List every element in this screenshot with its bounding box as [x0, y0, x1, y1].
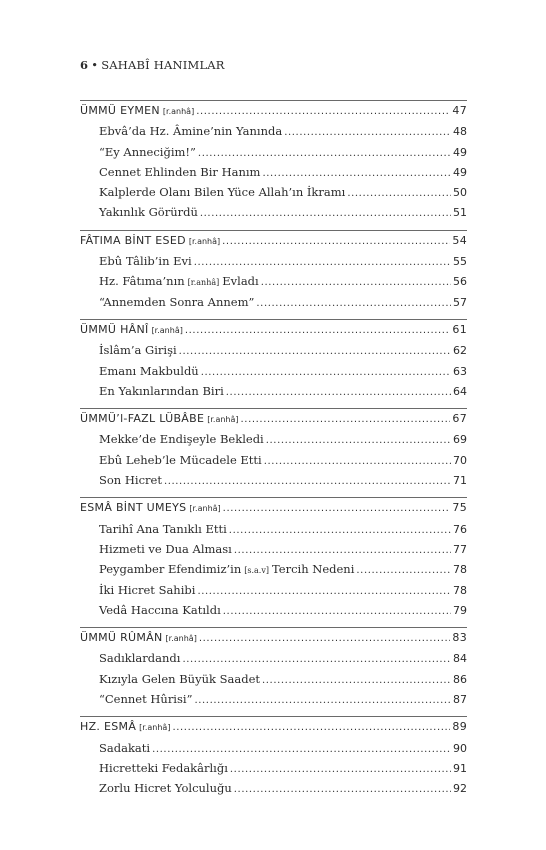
dot-leader: [230, 758, 451, 778]
dot-leader: [266, 429, 451, 449]
toc-entry[interactable]: [80, 162, 467, 182]
dot-leader: [197, 580, 451, 600]
dot-leader: [234, 778, 451, 798]
toc-entry[interactable]: [80, 182, 467, 202]
honorific-ref: [r.anhâ]: [207, 415, 239, 425]
section-title: ESMÂ BİNT UMEYS: [80, 501, 187, 515]
toc-entry[interactable]: [80, 271, 467, 291]
dot-leader: [222, 231, 450, 251]
page-ref: 69: [453, 433, 467, 447]
dot-leader: [261, 271, 451, 291]
entry-title-continued: Tercih Nedeni: [272, 562, 355, 577]
toc-entry[interactable]: [80, 450, 467, 470]
page-ref: 90: [453, 741, 467, 755]
toc-section-heading[interactable]: [80, 101, 467, 121]
honorific-ref: [r.anhâ]: [151, 325, 183, 335]
page-ref: 51: [453, 206, 467, 220]
toc-section: [80, 716, 467, 798]
entry-title: “Ey Anneciğim!”: [99, 144, 196, 159]
dot-leader: [264, 450, 451, 470]
honorific-ref: [r.anhâ]: [165, 634, 197, 644]
entry-title: Ebû Tâlib’in Evi: [99, 254, 192, 269]
entry-title: Mekke’de Endişeyle Bekledi: [99, 432, 264, 447]
page-ref: 49: [453, 145, 467, 159]
toc-entry[interactable]: [80, 559, 467, 579]
entry-title: Peygamber Efendimiz’in: [99, 562, 242, 577]
page-ref: 70: [453, 453, 467, 467]
page-ref: 50: [453, 186, 467, 200]
toc-section-heading[interactable]: [80, 231, 467, 251]
dot-leader: [262, 669, 451, 689]
page-ref: 63: [453, 364, 467, 378]
toc-section: [80, 230, 467, 312]
page-number: 6: [80, 58, 89, 72]
dot-leader: [223, 498, 451, 518]
toc-entry[interactable]: [80, 539, 467, 559]
toc-section: [80, 497, 467, 620]
toc-entry[interactable]: [80, 648, 467, 668]
entry-title: Hz. Fâtıma’nın: [99, 274, 185, 289]
page-ref: 78: [453, 563, 467, 577]
toc-entry[interactable]: [80, 361, 467, 381]
entry-title: Son Hicret: [99, 473, 162, 488]
honorific-ref: [r.anhâ]: [188, 236, 221, 246]
dot-leader: [152, 738, 451, 758]
page-ref: 62: [453, 344, 467, 358]
page-ref: 87: [453, 693, 467, 707]
honorific-ref: [r.anhâ]: [162, 107, 195, 116]
entry-title: Vedâ Haccına Katıldı: [99, 602, 221, 617]
entry-title: “Cennet Hûrisi”: [99, 692, 193, 707]
dot-leader: [201, 361, 451, 381]
honorific-ref: [s.a.v]: [244, 566, 269, 576]
toc-entry[interactable]: [80, 689, 467, 709]
entry-title: Cennet Ehlinden Bir Hanım: [99, 164, 261, 179]
dot-leader: [347, 182, 451, 202]
toc-entry[interactable]: [80, 251, 467, 271]
dot-leader: [229, 519, 451, 539]
page-ref: 49: [453, 165, 467, 179]
toc-section: [80, 319, 467, 401]
entry-title: Kalplerde Olanı Bilen Yüce Allah’ın İkramı: [99, 185, 346, 200]
toc-entry[interactable]: [80, 121, 467, 141]
page-ref: 67: [452, 412, 467, 426]
entry-title: İki Hicret Sahibi: [99, 582, 196, 597]
toc-section: [80, 100, 467, 223]
toc-entry[interactable]: [80, 202, 467, 222]
dot-leader: [194, 689, 451, 709]
toc-entry[interactable]: [80, 669, 467, 689]
dot-leader: [164, 470, 451, 490]
dot-leader: [179, 340, 451, 360]
toc-section-heading[interactable]: [80, 320, 467, 340]
toc-entry[interactable]: [80, 429, 467, 449]
dot-leader: [234, 539, 451, 559]
page-ref: 64: [453, 384, 467, 398]
entry-title-continued: Evladı: [222, 274, 259, 289]
entry-title: Emanı Makbuldü: [99, 363, 199, 378]
toc-entry[interactable]: [80, 778, 467, 798]
toc-section: [80, 408, 467, 490]
dot-leader: [223, 600, 451, 620]
toc-section-heading[interactable]: [80, 498, 467, 518]
page-ref: 48: [453, 125, 467, 139]
entry-title: En Yakınlarından Biri: [99, 383, 224, 398]
page-ref: 89: [452, 720, 467, 734]
section-title: FÂTIMA BİNT ESED: [80, 233, 186, 247]
toc-entry[interactable]: [80, 381, 467, 401]
page-ref: 71: [453, 474, 467, 488]
honorific-ref: [r.anhâ]: [139, 723, 171, 733]
section-title: ÜMMÜ’l-FAZL LÜBÂBE: [80, 412, 205, 426]
section-title: ÜMMÜ HÂNÎ: [80, 322, 149, 336]
dot-leader: [199, 628, 451, 648]
page-ref: 92: [453, 782, 467, 796]
dot-leader: [256, 292, 451, 312]
book-title: SAHABÎ HANIMLAR: [101, 58, 225, 72]
toc-entry[interactable]: [80, 758, 467, 778]
toc-entry[interactable]: [80, 470, 467, 490]
toc-entry[interactable]: [80, 580, 467, 600]
page-ref: 77: [453, 542, 467, 556]
toc-entry[interactable]: [80, 519, 467, 539]
dot-leader: [196, 101, 450, 121]
dot-leader: [262, 162, 451, 182]
page-ref: 47: [452, 104, 467, 117]
dot-leader: [172, 717, 450, 737]
dot-leader: [200, 202, 451, 222]
dot-leader: [194, 251, 451, 271]
entry-title: Sadıklardandı: [99, 651, 181, 666]
section-title: HZ. ESMÂ: [80, 720, 137, 734]
honorific-ref: [r.anhâ]: [189, 504, 221, 514]
entry-title: Zorlu Hicret Yolculuğu: [99, 781, 232, 796]
entry-title: “Annemden Sonra Annem”: [99, 294, 255, 309]
page-ref: 79: [453, 603, 467, 617]
dot-leader: [226, 381, 451, 401]
dot-leader: [198, 142, 451, 162]
dot-leader: [284, 121, 451, 141]
page-ref: 84: [453, 652, 467, 666]
entry-title: İslâm’a Girişi: [99, 343, 177, 358]
toc-entry[interactable]: [80, 142, 467, 162]
entry-title: Tarihî Ana Tanıklı Etti: [99, 521, 227, 536]
toc-section-heading[interactable]: [80, 628, 467, 648]
page-ref: 54: [452, 233, 467, 247]
page-ref: 56: [453, 275, 467, 289]
page-ref: 91: [453, 761, 467, 775]
dot-leader: [356, 559, 451, 579]
toc-entry[interactable]: [80, 340, 467, 360]
page-ref: 57: [453, 295, 467, 309]
entry-title: Yakınlık Görürdü: [99, 205, 198, 220]
entry-title: Ebvâ’da Hz. Âmine’nin Yanında: [99, 124, 283, 139]
page-ref: 76: [453, 522, 467, 536]
dot-leader: [182, 648, 451, 668]
toc-entry[interactable]: [80, 600, 467, 620]
entry-title: Hizmeti ve Dua Alması: [99, 541, 232, 556]
honorific-ref: [r.anhâ]: [187, 278, 220, 288]
toc-section-heading[interactable]: [80, 409, 467, 429]
page-ref: 78: [453, 583, 467, 597]
dot-leader: [185, 320, 451, 340]
running-header: [80, 58, 225, 72]
dot-leader: [241, 409, 451, 429]
page-ref: 83: [452, 631, 467, 645]
toc-entry[interactable]: [80, 292, 467, 312]
page-ref: 75: [452, 501, 467, 515]
table-of-contents: [80, 100, 467, 799]
entry-title: Ebû Leheb’le Mücadele Etti: [99, 452, 262, 467]
entry-title: Sadakati: [99, 740, 151, 755]
entry-title: Kızıyla Gelen Büyük Saadet: [99, 671, 260, 686]
toc-entry[interactable]: [80, 738, 467, 758]
entry-title: Hicretteki Fedakârlığı: [99, 760, 228, 775]
page-ref: 55: [453, 255, 467, 269]
header-separator: •: [91, 58, 99, 72]
toc-section-heading[interactable]: [80, 717, 467, 737]
section-title: ÜMMÜ RÛMÂN: [80, 631, 163, 645]
section-title: ÜMMÜ EYMEN: [80, 104, 160, 117]
page-ref: 61: [452, 322, 467, 336]
page-ref: 86: [453, 672, 467, 686]
toc-section: [80, 627, 467, 709]
